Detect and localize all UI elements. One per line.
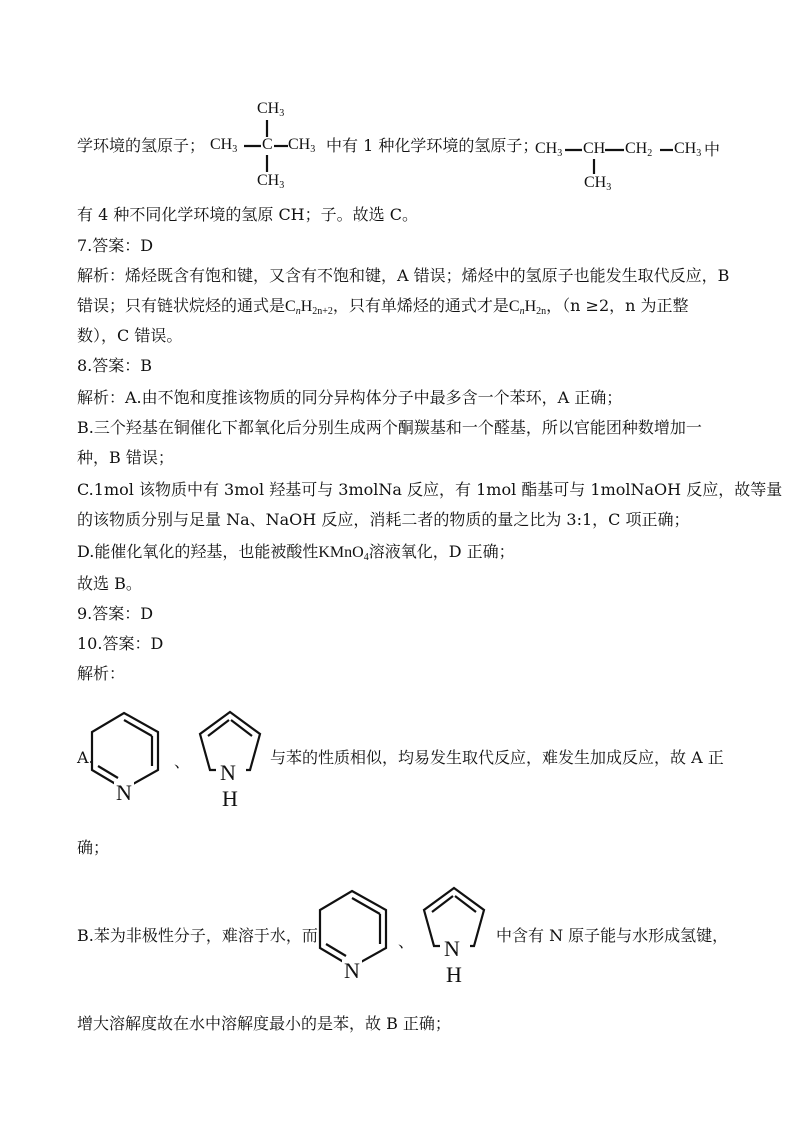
- q10-b-text: 中含有 N 原子能与水形成氢键，: [496, 926, 729, 945]
- q6-line1-end: 中: [704, 140, 721, 159]
- q10-b-label: B.苯为非极性分子，难溶于水，而: [77, 926, 318, 945]
- iso-ch2-c: CH2: [625, 140, 653, 159]
- q6-line1-pre: 学环境的氢原子；: [77, 136, 206, 155]
- iso-ch3-d: CH3: [674, 140, 702, 159]
- q10-analysis-label: 解析：: [77, 664, 126, 683]
- pyrrole-structure-a: [194, 708, 266, 816]
- neo-center-c: C: [262, 136, 273, 153]
- svg-text:N: N: [444, 936, 460, 961]
- q8-analysis-l3: 种，B 错误；: [77, 448, 174, 467]
- svg-text:N: N: [116, 780, 132, 805]
- q6-line2: 有 4 种不同化学环境的氢原 CH；子。故选 C。: [77, 205, 418, 224]
- neo-top-ch3: CH3: [257, 100, 285, 119]
- q10-b-cont: 增大溶解度故在水中溶解度最小的是苯，故 B 正确；: [77, 1014, 451, 1033]
- q8-answer: 8.答案：B: [77, 356, 153, 375]
- q8-analysis-l1: 解析：A.由不饱和度推该物质的同分异构体分子中最多含一个苯环，A 正确；: [77, 388, 623, 407]
- pyrrole-structure-b: [418, 884, 490, 992]
- iso-ch3-a: CH3: [535, 140, 563, 159]
- q8-analysis-l4: C.1mol 该物质中有 3mol 羟基可与 3molNa 反应，有 1mol 酯基可与 1molNaOH 反应，故等量: [77, 480, 783, 499]
- q10-answer: 10.答案：D: [77, 634, 164, 653]
- neo-bottom-ch3: CH3: [257, 172, 285, 191]
- q8-analysis-l2: B.三个羟基在铜催化下都氧化后分别生成两个酮羰基和一个醛基，所以官能团种数增加一: [77, 418, 702, 437]
- neo-right-ch3: CH3: [288, 136, 316, 155]
- q10-a-cont: 确；: [77, 838, 110, 857]
- svg-text:N: N: [220, 760, 236, 785]
- pyridine-structure-a: [88, 708, 168, 808]
- q10-a-sep: 、: [174, 752, 191, 771]
- iso-branch-ch3: CH3: [584, 174, 612, 193]
- q7-analysis-l3: 数），C 错误。: [77, 326, 183, 345]
- q7-analysis-l2: 错误；只有链状烷烃的通式是$C_nH_{2n+2}$，只有单烯烃的通式才是$C_nH_{2n}$，（n ≥2，n 为正整: [77, 296, 689, 317]
- svg-text:H: H: [222, 786, 238, 811]
- q6-line1-mid: 中有 1 种化学环境的氢原子；: [326, 136, 539, 155]
- q8-analysis-l5: 的该物质分别与足量 Na、NaOH 反应，消耗二者的物质的量之比为 3:1，C 项正确；: [77, 510, 690, 529]
- svg-text:N: N: [344, 958, 360, 983]
- q7-analysis-l1: 解析：烯烃既含有饱和键，又含有不饱和键，A 错误；烯烃中的氢原子也能发生取代反应，B: [77, 266, 730, 285]
- q10-a-text: 与苯的性质相似，均易发生取代反应，难发生加成反应，故 A 正: [270, 748, 724, 767]
- q10-b-sep: 、: [398, 932, 415, 951]
- q9-answer: 9.答案：D: [77, 604, 154, 623]
- formula-alkane: $C_nH_{2n+2}$: [285, 298, 333, 317]
- kmno4-formula: KMnO$_4$: [318, 544, 369, 563]
- q7-answer: 7.答案：D: [77, 236, 154, 255]
- q10-a-label: A.: [77, 748, 94, 767]
- iso-ch-b: CH: [583, 140, 606, 157]
- q8-analysis-l6: D.能催化氧化的羟基，也能被酸性KMnO$_4$溶液氧化，D 正确；: [77, 542, 515, 563]
- neo-left-ch3: CH3: [210, 136, 238, 155]
- pyridine-structure-b: [316, 886, 396, 986]
- svg-text:H: H: [446, 962, 462, 987]
- iso-bonds: [0, 0, 800, 200]
- q8-analysis-l7: 故选 B。: [77, 574, 142, 593]
- formula-alkene: $C_nH_{2n}$: [508, 298, 547, 317]
